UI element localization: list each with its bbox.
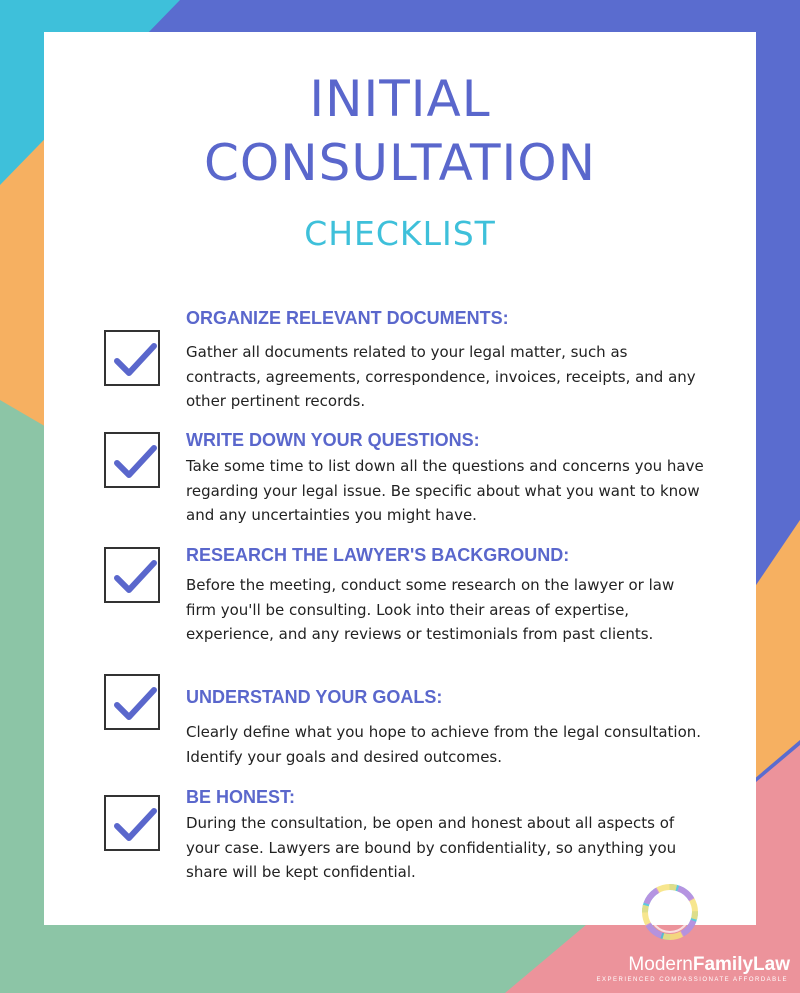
item-body: Gather all documents related to your legal matter, such as contracts, agreements, correspondence, invoices, receipts, and any other pertinent records. — [186, 343, 696, 410]
checkbox-checked[interactable] — [104, 547, 160, 603]
checkmark-icon — [112, 340, 158, 380]
item-heading: RESEARCH THE LAWYER'S BACKGROUND: — [186, 545, 570, 565]
brand-name-bold: FamilyLaw — [692, 954, 790, 975]
item-body: Clearly define what you hope to achieve from the legal consultation. Identify your goals and desired outcomes. — [186, 723, 702, 766]
item-heading: WRITE DOWN YOUR QUESTIONS: — [186, 430, 480, 450]
item-body: Before the meeting, conduct some research on the lawyer or law firm you'll be consulting. Look into their areas of expertise, experience, and any reviews or testimonials from past clients. — [186, 576, 675, 643]
brand-name-regular: Modern — [628, 954, 693, 975]
item-body: During the consultation, be open and honest about all aspects of your case. Lawyers are bound by confidentiality, so anything you share will be kept confidential. — [186, 814, 677, 881]
checkmark-icon — [112, 557, 158, 597]
brand-name — [628, 955, 790, 975]
brand-tagline: EXPERIENCED COMPASSIONATE AFFORDABLE — [596, 977, 788, 983]
checkmark-icon — [112, 805, 158, 845]
subtitle: CHECKLIST — [304, 214, 496, 253]
title-line-1: INITIAL — [309, 70, 491, 128]
item-heading: ORGANIZE RELEVANT DOCUMENTS: — [186, 308, 509, 328]
item-body: Take some time to list down all the questions and concerns you have regarding your legal issue. Be specific about what you want to know and any uncertainties you might have. — [186, 457, 704, 524]
checkbox-checked[interactable] — [104, 330, 160, 386]
item-heading: BE HONEST: — [186, 787, 296, 807]
checkmark-icon — [112, 442, 158, 482]
item-heading: UNDERSTAND YOUR GOALS: — [186, 687, 443, 707]
title-line-2: CONSULTATION — [203, 134, 596, 192]
checklist-card — [44, 32, 756, 925]
checkmark-icon — [112, 684, 158, 724]
checkbox-checked[interactable] — [104, 795, 160, 851]
checkbox-checked[interactable] — [104, 674, 160, 730]
rainbow-ring-logo-icon — [630, 872, 710, 952]
checkbox-checked[interactable] — [104, 432, 160, 488]
